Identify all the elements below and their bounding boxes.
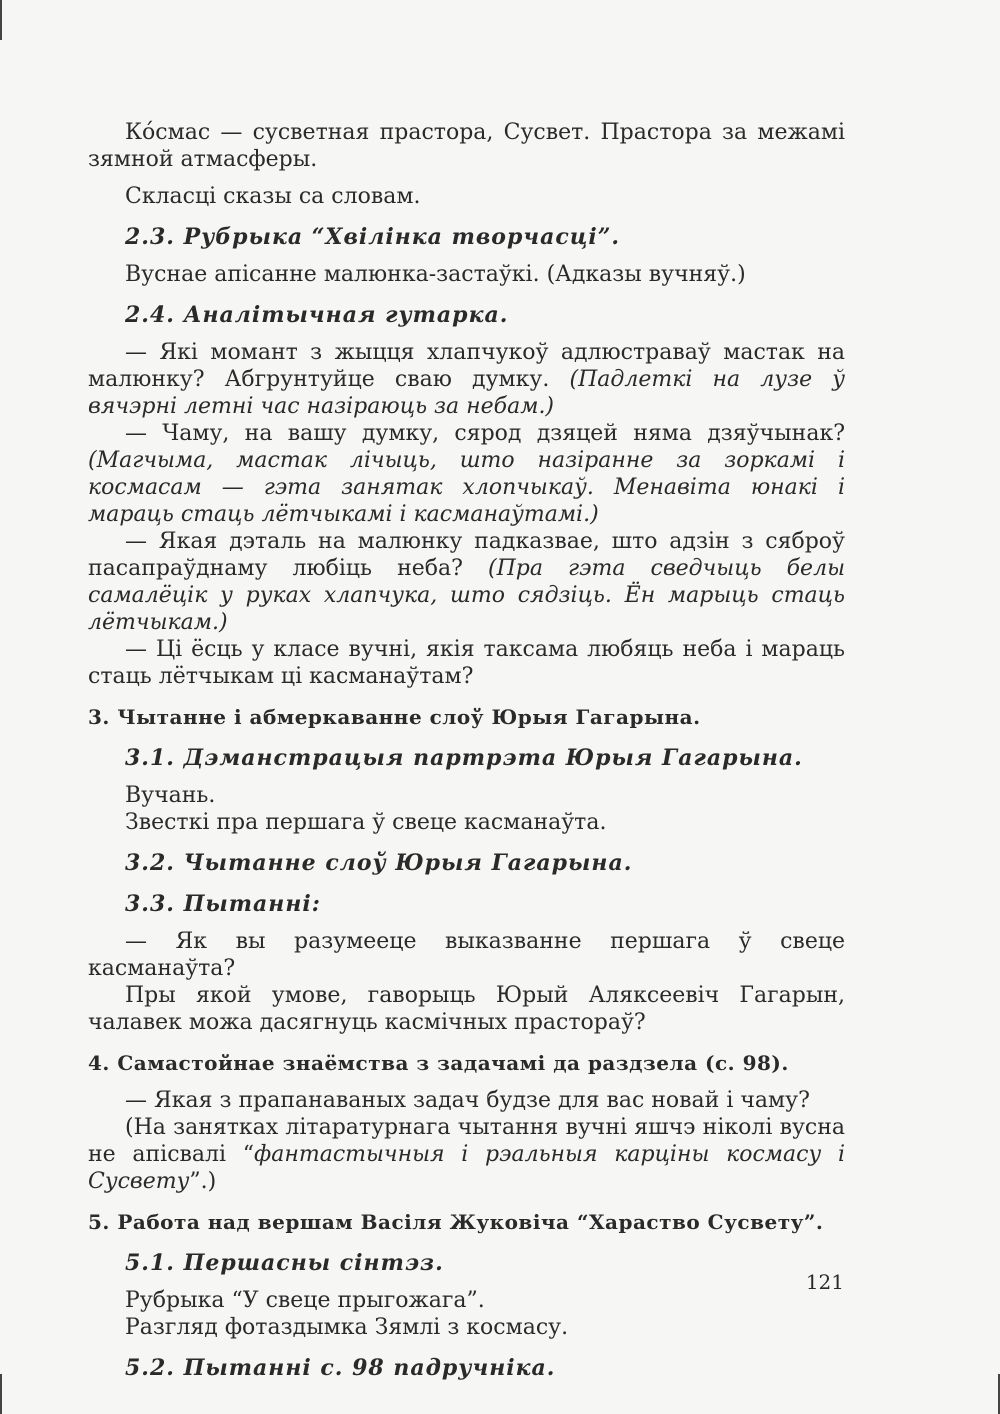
answer-text: (Магчыма, мастак лічыць, што назіранне за зоркамі і космасам — гэта занятак хлопчыкаў. Менавіта юнакі і мараць стаць лётчыкамі і касманаўтамі.) [88,448,845,527]
section-heading-3-1: 3.1. Дэманстрацыя партрэта Юрыя Гагарына. [125,745,803,771]
page-content [88,119,845,1382]
definition-paragraph: Ко́смас — сусветная прастора, Сусвет. Прастора за межамі зямной атмасферы. [88,120,845,172]
task-paragraph: Скласці сказы са словам. [125,184,421,209]
question-paragraph: — Ці ёсць у класе вучні, якія таксама любяць неба і мараць стаць лётчыкам ці касманаўтам? [88,637,845,689]
question-text: — Чаму, на вашу думку, сярод дзяцей няма дзяўчынак? [125,421,845,446]
paragraph: Разгляд фотаздымка Зямлі з космасу. [125,1315,569,1340]
paragraph: Звесткі пра першага ў свеце касманаўта. [125,810,607,835]
section-heading-3-3: 3.3. Пытанні: [125,891,321,917]
section-heading-5-1: 5.1. Першасны сінтэз. [125,1250,444,1276]
section-heading-3: 3. Чытанне і абмеркаванне слоў Юрыя Гагарына. [88,705,701,729]
section-heading-5-2: 5.2. Пытанні с. 98 падручніка. [125,1355,556,1381]
note-text-end: ”.) [189,1169,217,1194]
question-paragraph: — Якая з прапанаваных задач будзе для вас новай і чаму? [125,1088,810,1113]
question-paragraph [88,420,845,528]
note-italic-text: фантастычныя і рэальныя карціны космасу і Сусвету [88,1142,845,1194]
question-paragraph [88,528,845,636]
answer-text: (Пра гэта сведчыць белы самалёцік у руках хлапчука, што сядзіць. Ён марыць стаць лётчыкам.) [88,556,845,635]
note-paragraph [88,1114,845,1195]
question-paragraph: Пры якой умове, гаворыць Юрый Аляксеевіч Гагарын, чалавек можа дасягнуць касмічных прастораў? [88,983,845,1035]
section-heading-2-3: 2.3. Рубрыка “Хвілінка творчасці”. [125,224,621,250]
paragraph: Рубрыка “У свеце прыгожага”. [125,1288,485,1313]
answer-text: (Падлеткі на лузе ў вячэрні летні час назіраюць за небам.) [88,367,846,419]
question-paragraph: — Як вы разумееце выказванне першага ў свеце касманаўта? [88,929,845,981]
note-text: (На занятках літаратурнага чытання вучні яшчэ ніколі вусна не апісвалі “ [88,1115,845,1167]
paragraph: Вуснае апісанне малюнка-застаўкі. (Адказы вучняў.) [125,262,746,287]
question-paragraph [88,339,845,420]
section-heading-5: 5. Работа над вершам Васіля Жуковіча “Хараство Сусвету”. [88,1210,824,1234]
section-heading-3-2: 3.2. Чытанне слоў Юрыя Гагарына. [125,850,633,876]
paragraph: Вучань. [125,783,216,808]
section-heading-2-4: 2.4. Аналітычная гутарка. [125,302,509,328]
crop-mark [0,0,2,40]
section-heading-4: 4. Самастойнае знаёмства з задачамі да раздзела (с. 98). [88,1051,789,1075]
question-text: — Якая дэталь на малюнку падказвае, што адзін з сяброў пасапраўднаму любіць неба? [88,529,845,581]
page-number: 121 [805,1270,844,1294]
crop-mark [0,1374,2,1414]
question-text: — Які момант з жыцця хлапчукоў адлюстраваў мастак на малюнку? Абгрунтуйце сваю думку. [88,340,845,392]
